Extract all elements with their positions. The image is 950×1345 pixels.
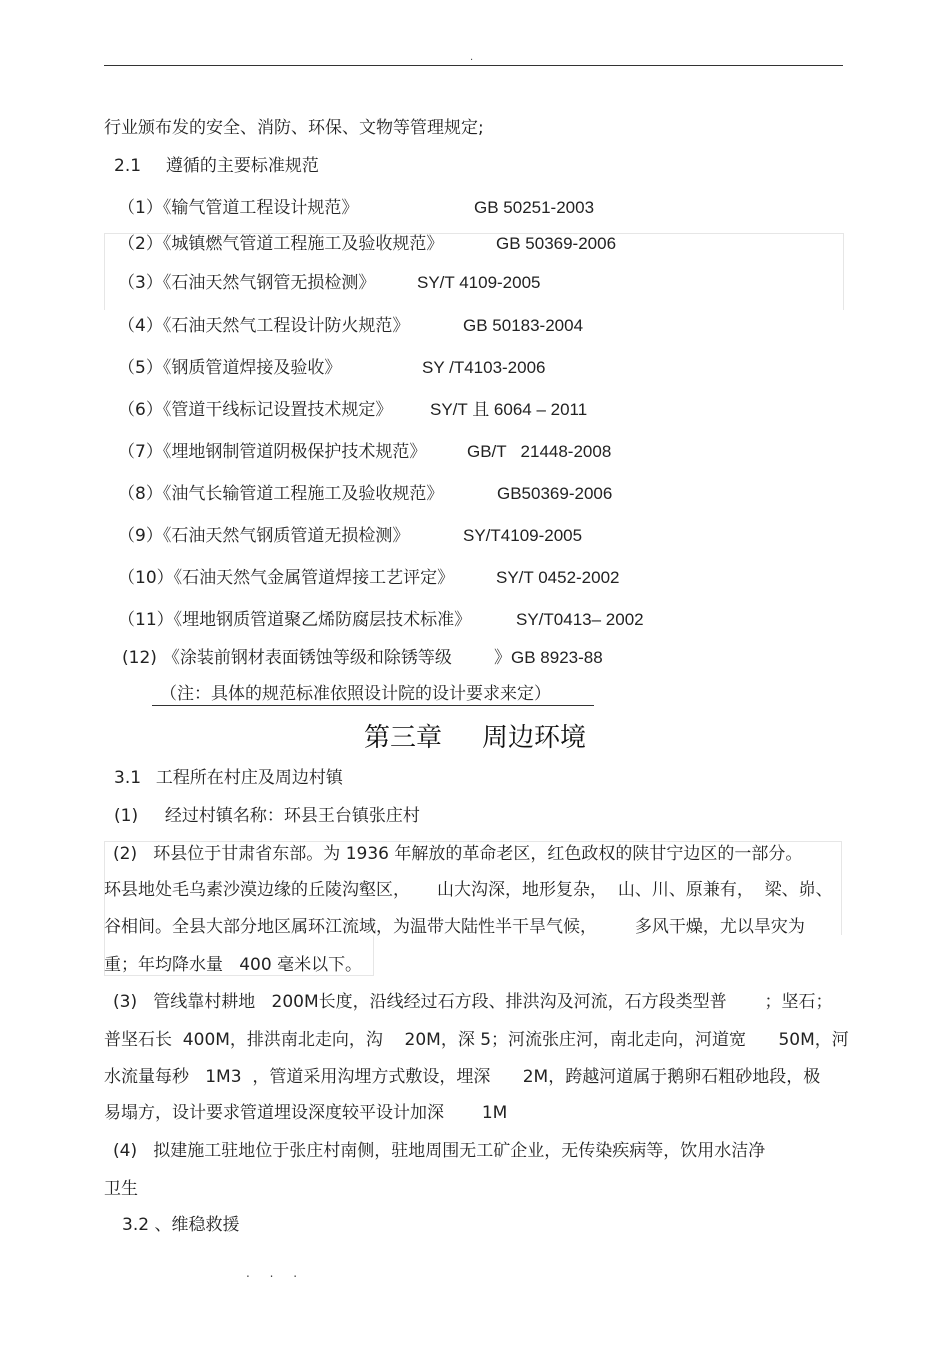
note-underline (152, 705, 594, 706)
standard-code: SY/T 且 6064 – 2011 (430, 400, 588, 419)
standard-name: 《石油天然气钢质管道无损检测》 (162, 526, 410, 546)
standard-code: 》GB 8923-88 (494, 648, 603, 667)
standard-name: 《石油天然气钢管无损检测》 (162, 273, 376, 293)
header-rule (104, 65, 843, 66)
paragraph-line: (4) 拟建施工驻地位于张庄村南侧，驻地周围无工矿企业，无传染疾病等，饮用水洁净 (113, 1141, 766, 1161)
standard-name: 《石油天然气金属管道焊接工艺评定》 (173, 568, 455, 588)
standard-index: （10） (118, 568, 174, 588)
standard-name: 《钢质管道焊接及验收》 (162, 358, 342, 378)
section-3-2-heading: 3.2 、维稳救援 (122, 1215, 240, 1235)
intro-line: 行业颁布发的安全、消防、环保、文物等管理规定; (104, 118, 484, 138)
standard-index: （5） (118, 358, 163, 378)
standard-index: （7） (118, 442, 163, 462)
section-2-1-heading (114, 156, 319, 176)
chapter-title (0, 722, 950, 754)
standard-item (118, 442, 426, 462)
standard-index: （2） (118, 234, 163, 254)
paragraph-line: 普坚石长 400M，排洪南北走向，沟 20M，深 5；河流张庄河，南北走向，河道宽 50M，河 (104, 1030, 849, 1050)
standard-code: SY/T 0452-2002 (496, 568, 620, 587)
section-3-1-heading (114, 768, 343, 788)
standard-name: 《埋地钢制管道阴极保护技术规范》 (162, 442, 427, 462)
standard-item (118, 234, 443, 254)
header-dot: . (470, 52, 474, 63)
standard-name: 《涂装前钢材表面锈蚀等级和除锈等级 (162, 648, 452, 668)
standard-name: 《管道干线标记设置技术规定》 (162, 400, 393, 420)
standard-name: 《油气长输管道工程施工及验收规范》 (162, 484, 444, 504)
standard-item (118, 526, 409, 546)
standard-item (118, 568, 454, 588)
paragraph-line: 重；年均降水量 400 毫米以下。 (104, 955, 363, 975)
standard-index: （8） (118, 484, 163, 504)
standard-item (118, 484, 443, 504)
standard-code: SY/T0413– 2002 (516, 610, 644, 629)
paragraph-line: 易塌方，设计要求管道埋设深度较平设计加深 1M (104, 1103, 508, 1123)
standard-name: 《输气管道工程设计规范》 (162, 198, 359, 218)
item-text: 经过村镇名称：环县王台镇张庄村 (164, 806, 420, 826)
standard-item (118, 316, 409, 336)
standard-item (118, 273, 375, 293)
standard-item (118, 358, 341, 378)
paragraph-line: (3) 管线靠村耕地 200M长度，沿线经过石方段、排洪沟及河流，石方段类型普 ；坚石； (113, 992, 833, 1012)
paragraph-line: 环县地处毛乌素沙漠边缘的丘陵沟壑区， 山大沟深，地形复杂， 山、川、原兼有， 梁、峁、 (104, 880, 833, 900)
standard-code: GB 50369-2006 (496, 234, 617, 253)
section-number: 3.1 (114, 768, 142, 788)
chapter-name: 周边环境 (482, 723, 587, 753)
standard-index: （11） (118, 610, 174, 630)
standard-code: GB 50251-2003 (474, 198, 595, 217)
standard-code: GB50369-2006 (497, 484, 613, 503)
standards-note: （注：具体的规范标准依照设计院的设计要求来定） (160, 684, 551, 704)
standard-index: （3） (118, 273, 163, 293)
standard-index: （9） (118, 526, 163, 546)
standard-code: SY/T 4109-2005 (417, 273, 541, 292)
section-title: 工程所在村庄及周边村镇 (155, 768, 343, 788)
standard-code: SY/T4109-2005 (463, 526, 583, 545)
standard-name: 《埋地钢质管道聚乙烯防腐层技术标准》 (173, 610, 472, 630)
standard-index: （4） (118, 316, 163, 336)
standard-item (118, 400, 392, 420)
item-number: (1) (114, 806, 139, 826)
paragraph-line: 谷相间。全县大部分地区属环江流域，为温带大陆性半干旱气候， 多风干燥，尤以旱灾为 (104, 917, 805, 937)
standard-name: 《石油天然气工程设计防火规范》 (162, 316, 410, 336)
paragraph-line: (2) 环县位于甘肃省东部。为 1936 年解放的革命老区，红色政权的陕甘宁边区的一部分。 (113, 844, 803, 864)
standard-item (122, 648, 452, 668)
standard-code: GB 50183-2004 (463, 316, 584, 335)
standard-item (118, 198, 358, 218)
standard-index: （6） (118, 400, 163, 420)
footer-dots: . . . (246, 1266, 306, 1280)
standard-code: SY /T4103-2006 (422, 358, 546, 377)
standard-item (118, 610, 471, 630)
standard-name: 《城镇燃气管道工程施工及验收规范》 (162, 234, 444, 254)
paragraph-line: 水流量每秒 1M3 ，管道采用沟埋方式敷设，埋深 2M，跨越河道属于鹅卵石粗砂地段，极 (104, 1067, 821, 1087)
item-1 (114, 806, 420, 826)
standard-index: （1） (118, 198, 163, 218)
standard-index: (12) (122, 648, 157, 668)
section-number: 2.1 (114, 156, 142, 176)
chapter-number: 第三章 (363, 723, 442, 753)
standard-code: GB/T 21448-2008 (467, 442, 612, 461)
paragraph-line: 卫生 (104, 1179, 138, 1199)
section-title: 遵循的主要标准规范 (165, 156, 319, 176)
